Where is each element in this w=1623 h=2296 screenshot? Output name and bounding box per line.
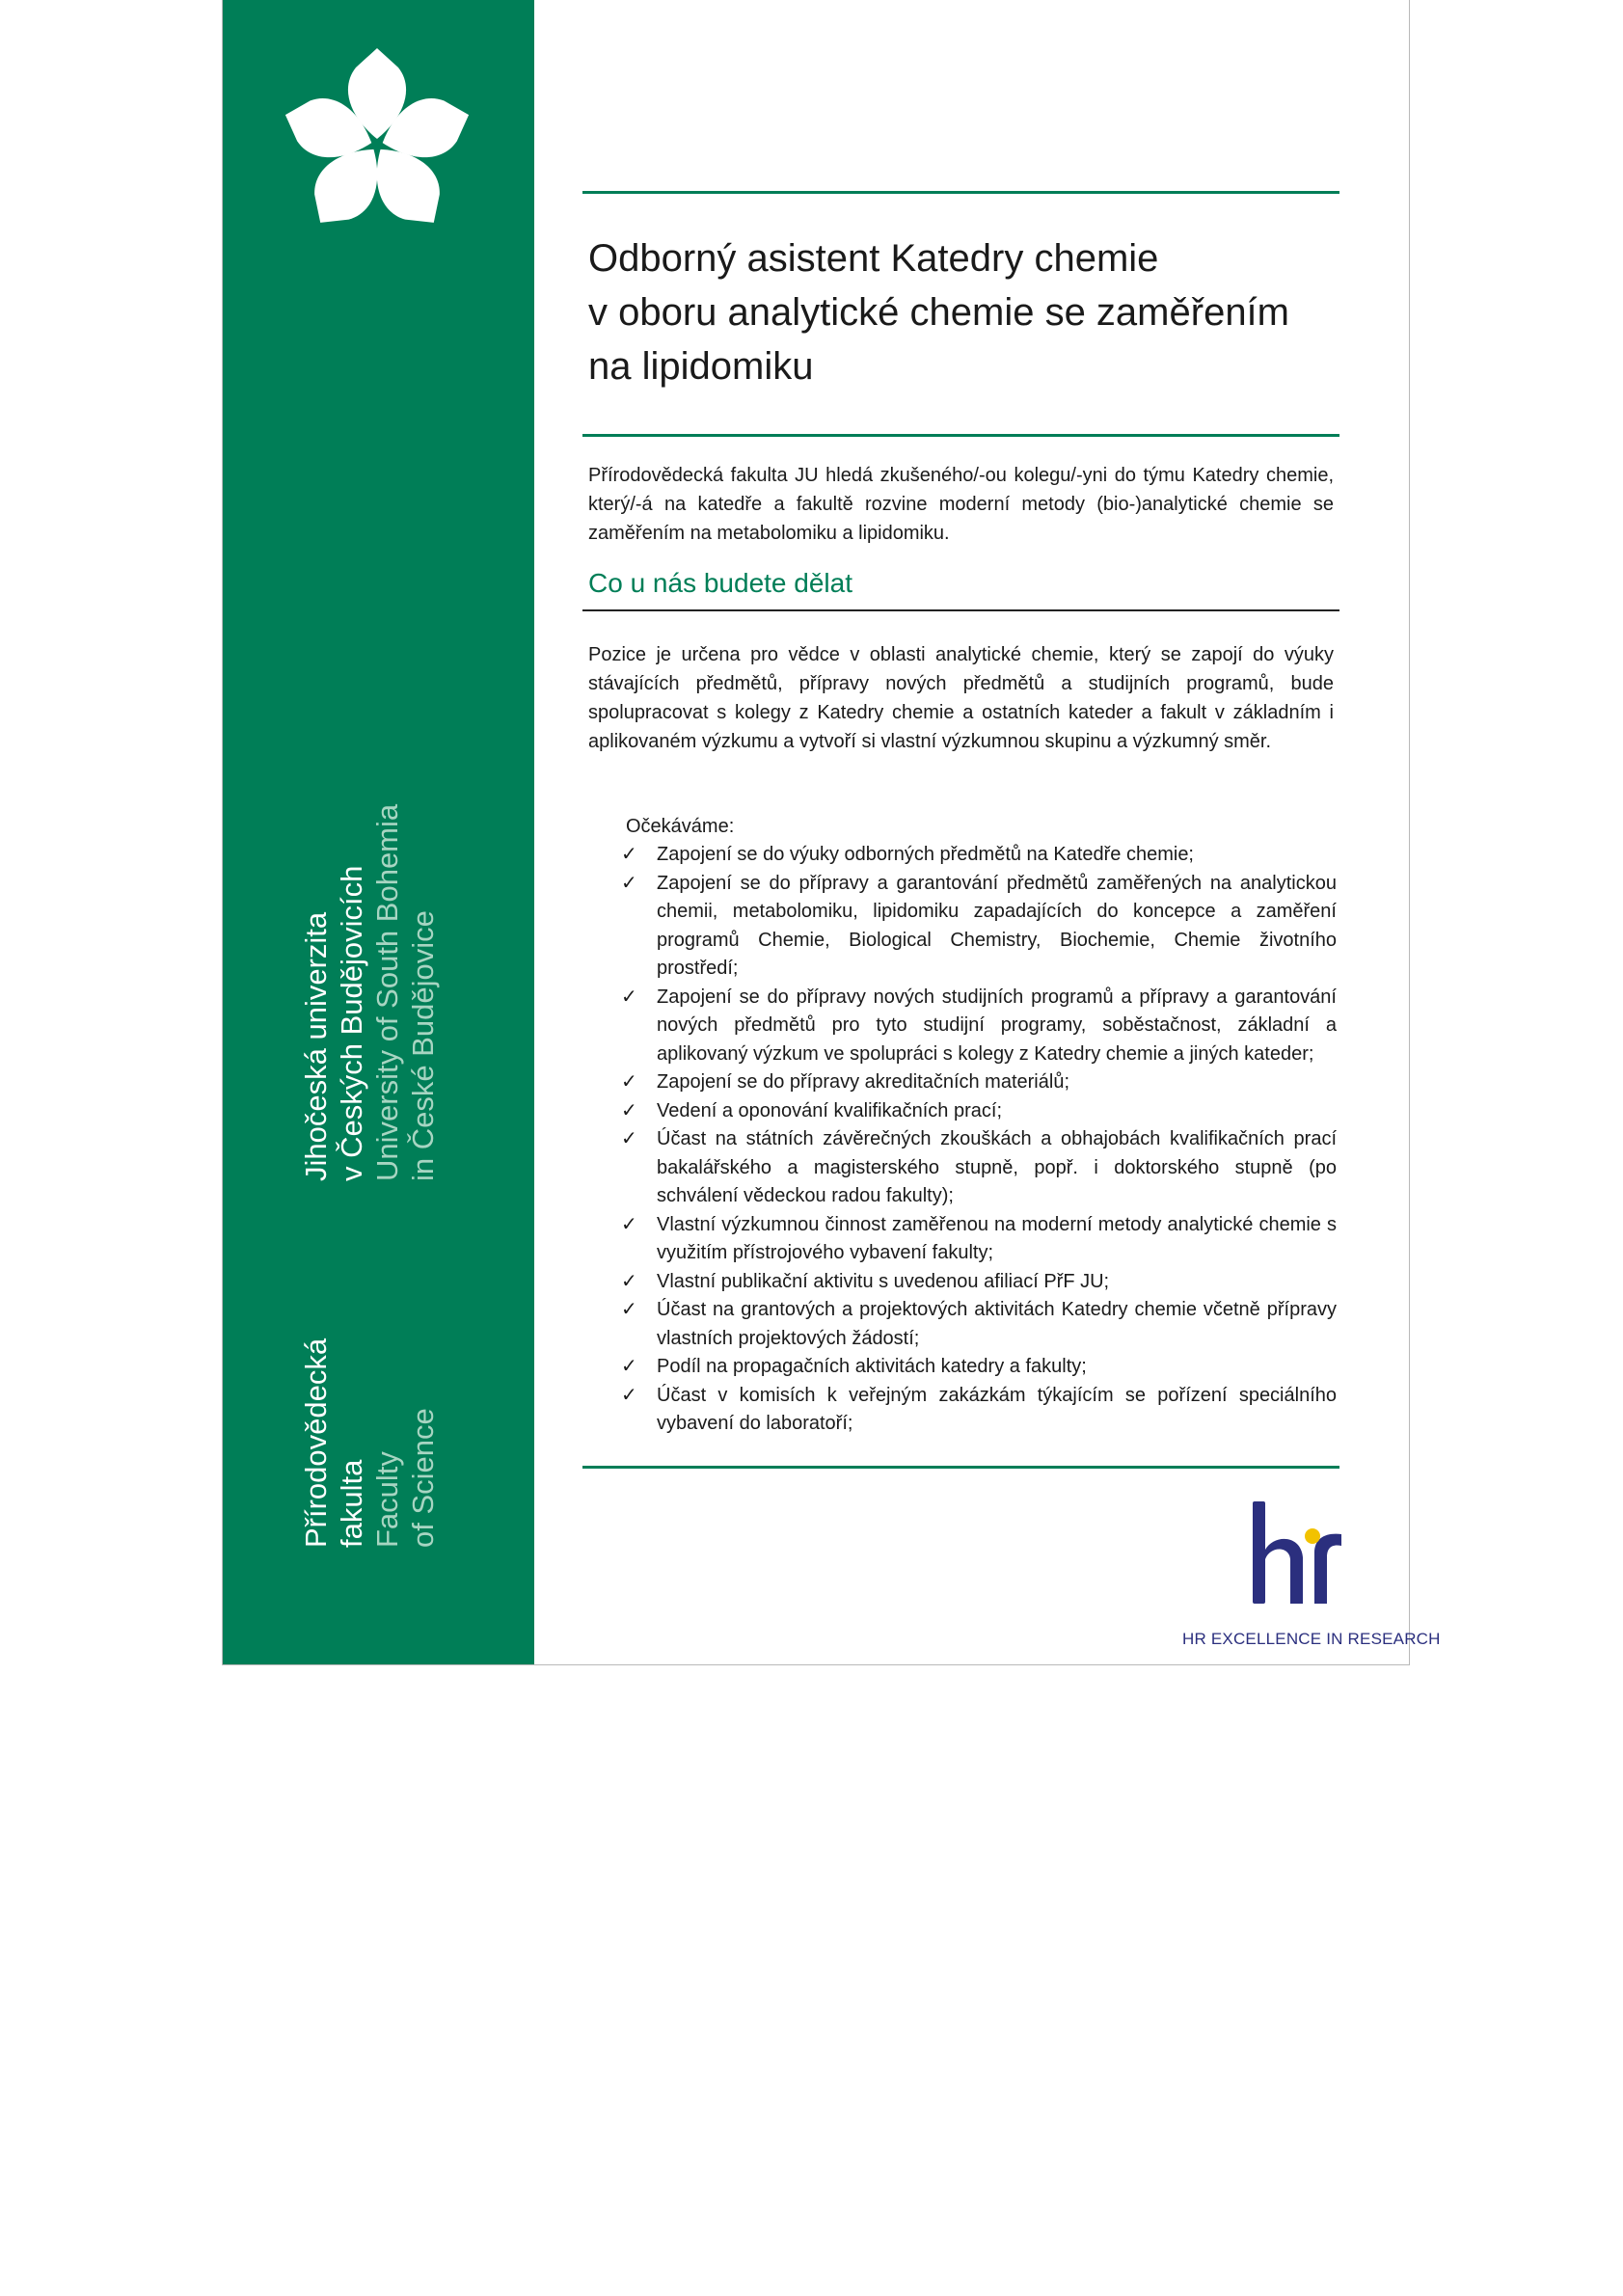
expectation-item bbox=[621, 1211, 1337, 1268]
expectation-item bbox=[621, 1125, 1337, 1211]
checkmark-icon: ✓ bbox=[621, 1270, 637, 1292]
job-posting-page bbox=[222, 0, 1441, 1665]
section-divider bbox=[582, 609, 1339, 611]
page-title bbox=[588, 231, 1360, 393]
checkmark-icon: ✓ bbox=[621, 844, 637, 865]
checkmark-icon: ✓ bbox=[621, 1356, 637, 1377]
expectation-text: Zapojení se do přípravy nových studijních programů a přípravy a garantování nových předmětů pro tyto studijní programy, soběstačnost, základní a aplikovaný výzkum ve spolupráci s kolegy z Katedry chemie a jiných kateder; bbox=[657, 986, 1337, 1065]
checkmark-icon: ✓ bbox=[621, 1128, 637, 1149]
expectations-heading: Očekáváme: bbox=[626, 816, 735, 837]
title-line3: na lipidomiku bbox=[588, 345, 814, 388]
expectation-item bbox=[621, 1068, 1337, 1097]
title-line1: Odborný asistent Katedry chemie bbox=[588, 237, 1159, 280]
faculty-cz-line2: fakulta bbox=[335, 1459, 368, 1548]
bottom-divider bbox=[582, 1466, 1339, 1469]
title-line2: v oboru analytické chemie se zaměřením bbox=[588, 291, 1289, 334]
faculty-name-block bbox=[298, 1338, 441, 1548]
expectation-text: Zapojení se do přípravy akreditačních materiálů; bbox=[657, 1071, 1069, 1093]
expectation-text: Účast v komisích k veřejným zakázkám týkajícím se pořízení speciálního vybavení do laboratoří; bbox=[657, 1384, 1337, 1434]
hr-excellence-logo-icon bbox=[1245, 1499, 1361, 1610]
expectation-item bbox=[621, 1353, 1337, 1382]
top-divider bbox=[582, 191, 1339, 194]
university-flower-logo-icon bbox=[271, 39, 483, 246]
expectation-text: Účast na grantových a projektových aktivitách Katedry chemie včetně přípravy vlastních projektových žádostí; bbox=[657, 1299, 1337, 1349]
expectation-text: Vedení a oponování kvalifikačních prací; bbox=[657, 1099, 1003, 1121]
checkmark-icon: ✓ bbox=[621, 1213, 637, 1235]
university-en-line1: University of South Bohemia bbox=[370, 803, 404, 1181]
university-cz-line1: Jihočeská univerzita bbox=[299, 911, 333, 1181]
expectation-item bbox=[621, 984, 1337, 1069]
university-cz-line2: v Českých Budějovicích bbox=[335, 865, 368, 1181]
expectation-item bbox=[621, 1097, 1337, 1126]
green-sidebar bbox=[223, 0, 534, 1664]
title-divider bbox=[582, 434, 1339, 437]
section-heading: Co u nás budete dělat bbox=[588, 568, 852, 598]
expectation-text: Účast na státních závěrečných zkouškách a obhajobách kvalifikačních prací bakalářského a magisterského stupně, popř. i doktorského stupně (po schválení vědeckou radou fakulty); bbox=[657, 1128, 1337, 1206]
intro-paragraph: Přírodovědecká fakulta JU hledá zkušeného/-ou kolegu/-yni do týmu Katedry chemie, který/-á na katedře a fakultě rozvine moderní metody (bio-)analytické chemie se zaměřením na metabolomiku a lipidomiku. bbox=[588, 465, 1334, 544]
expectation-text: Zapojení se do výuky odborných předmětů na Katedře chemie; bbox=[657, 844, 1194, 865]
university-en-line2: in České Budějovice bbox=[406, 910, 440, 1181]
expectation-item bbox=[621, 1268, 1337, 1297]
expectation-text: Vlastní výzkumnou činnost zaměřenou na moderní metody analytické chemie s využitím přístrojového vybavení fakulty; bbox=[657, 1213, 1337, 1263]
expectation-text: Vlastní publikační aktivitu s uvedenou afiliací PřF JU; bbox=[657, 1270, 1110, 1292]
expectation-item bbox=[621, 1382, 1337, 1439]
checkmark-icon: ✓ bbox=[621, 986, 637, 1008]
expectation-item bbox=[621, 841, 1337, 870]
faculty-en-line2: of Science bbox=[406, 1408, 440, 1548]
expectations-list bbox=[621, 841, 1337, 1439]
checkmark-icon: ✓ bbox=[621, 1384, 637, 1406]
university-name-block bbox=[298, 804, 441, 1181]
checkmark-icon: ✓ bbox=[621, 1099, 637, 1121]
faculty-cz-line1: Přírodovědecká bbox=[299, 1337, 333, 1548]
faculty-en-line1: Faculty bbox=[370, 1451, 404, 1548]
hr-excellence-caption: HR EXCELLENCE IN RESEARCH bbox=[1182, 1630, 1441, 1648]
section-body: Pozice je určena pro vědce v oblasti analytické chemie, který se zapojí do výuky stávajících předmětů, přípravy nových předmětů a studijních programů, bude spolupracovat s kolegy z Katedry chemie a ostatních kateder a fakult v základním i aplikovaném výzkumu a vytvoří si vlastní výzkumnou skupinu a výzkumný směr. bbox=[588, 644, 1334, 752]
expectation-text: Podíl na propagačních aktivitách katedry a fakulty; bbox=[657, 1356, 1087, 1377]
checkmark-icon: ✓ bbox=[621, 872, 637, 894]
checkmark-icon: ✓ bbox=[621, 1299, 637, 1320]
expectation-item bbox=[621, 1296, 1337, 1353]
expectation-item bbox=[621, 870, 1337, 984]
checkmark-icon: ✓ bbox=[621, 1071, 637, 1093]
expectation-text: Zapojení se do přípravy a garantování předmětů zaměřených na analytickou chemii, metabolomiku, lipidomiku zapadajících do koncepce a zaměření programů Chemie, Biological Chemistry, Biochemie, Chemie životního prostředí; bbox=[657, 872, 1337, 979]
